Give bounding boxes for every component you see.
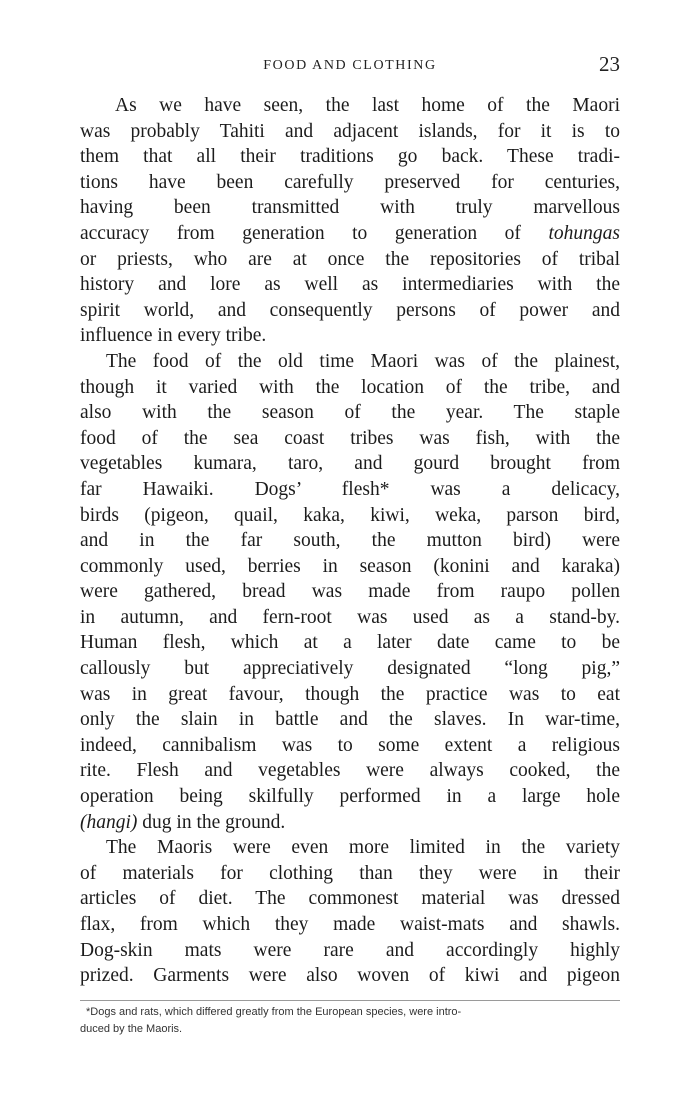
text-line: Human flesh, which at a later date came to be — [80, 632, 620, 654]
text-line: commonly used, berries in season (konini and karaka) — [80, 555, 620, 577]
text-line: birds (pigeon, quail, kaka, kiwi, weka, parson bird, — [80, 504, 620, 526]
text-line: having been transmitted with truly marvellous — [80, 197, 620, 219]
text-line: was probably Tahiti and adjacent islands, for it is to — [80, 120, 620, 142]
text-line: The Maoris were even more limited in the variety — [106, 837, 620, 859]
text-span: dug in the ground. — [142, 811, 286, 833]
text-line: The food of the old time Maori was of the plainest, — [106, 350, 620, 372]
text-line: were gathered, bread was made from raupo pollen — [80, 581, 620, 603]
text-line: callously but appreciatively designated “long pig,” — [80, 658, 620, 680]
text-line: history and lore as well as intermediaries with the — [80, 274, 620, 296]
text-line: vegetables kumara, taro, and gourd brought from — [80, 453, 620, 475]
text-line: spirit world, and consequently persons of power and — [80, 299, 620, 321]
text-line: food of the sea coast tribes was fish, with the — [80, 427, 620, 449]
text-line: only the slain in battle and the slaves. In war-time, — [80, 709, 620, 731]
footnote-divider — [80, 1000, 620, 1001]
text-line: though it varied with the location of the tribe, and — [80, 376, 620, 398]
text-line: influence in every tribe. — [80, 325, 267, 347]
text-line: and in the far south, the mutton bird) were — [80, 530, 620, 552]
page-number: 23 — [599, 52, 620, 76]
text-line: tions have been carefully preserved for centuries, — [80, 171, 620, 193]
text-line: As we have seen, the last home of the Maori — [115, 95, 620, 116]
text-line: also with the season of the year. The staple — [80, 402, 620, 424]
text-line: indeed, cannibalism was to some extent a religious — [80, 734, 620, 756]
text-line: flax, from which they made waist-mats and shawls. — [80, 914, 620, 935]
text-line: far Hawaiki. Dogs’ flesh* was a delicacy, — [80, 478, 620, 500]
text-line: in autumn, and fern-root was used as a stand-by. — [80, 606, 620, 628]
text-span: accuracy from generation to generation of — [80, 222, 521, 244]
body-text — [80, 93, 620, 989]
italic-term-hangi: (hangi) — [80, 811, 138, 833]
text-line: or priests, who are at once the repositories of tribal — [80, 248, 620, 270]
text-line: Dog-skin mats were rare and accordingly highly — [80, 939, 620, 961]
text-line: articles of diet. The commonest material was dressed — [80, 888, 620, 910]
footnote — [80, 1004, 620, 1038]
footnote-line: *Dogs and rats, which differed greatly from the European species, were intro- — [86, 1006, 462, 1018]
running-header — [80, 52, 620, 80]
text-line-with-italic — [80, 810, 620, 836]
footnote-line: duced by the Maoris. — [80, 1023, 183, 1035]
text-line: was in great favour, though the practice was to eat — [80, 683, 620, 705]
chapter-title: FOOD AND CLOTHING — [263, 58, 437, 73]
text-line: rite. Flesh and vegetables were always cooked, the — [80, 760, 620, 782]
text-line: them that all their traditions go back. These tradi- — [80, 146, 620, 168]
text-line: of materials for clothing than they were in their — [80, 862, 620, 884]
text-line-with-italic — [80, 221, 620, 247]
text-line: operation being skilfully performed in a large hole — [80, 786, 620, 808]
text-line: prized. Garments were also woven of kiwi and pigeon — [80, 965, 620, 987]
italic-term-tohungas: tohungas — [548, 222, 620, 244]
